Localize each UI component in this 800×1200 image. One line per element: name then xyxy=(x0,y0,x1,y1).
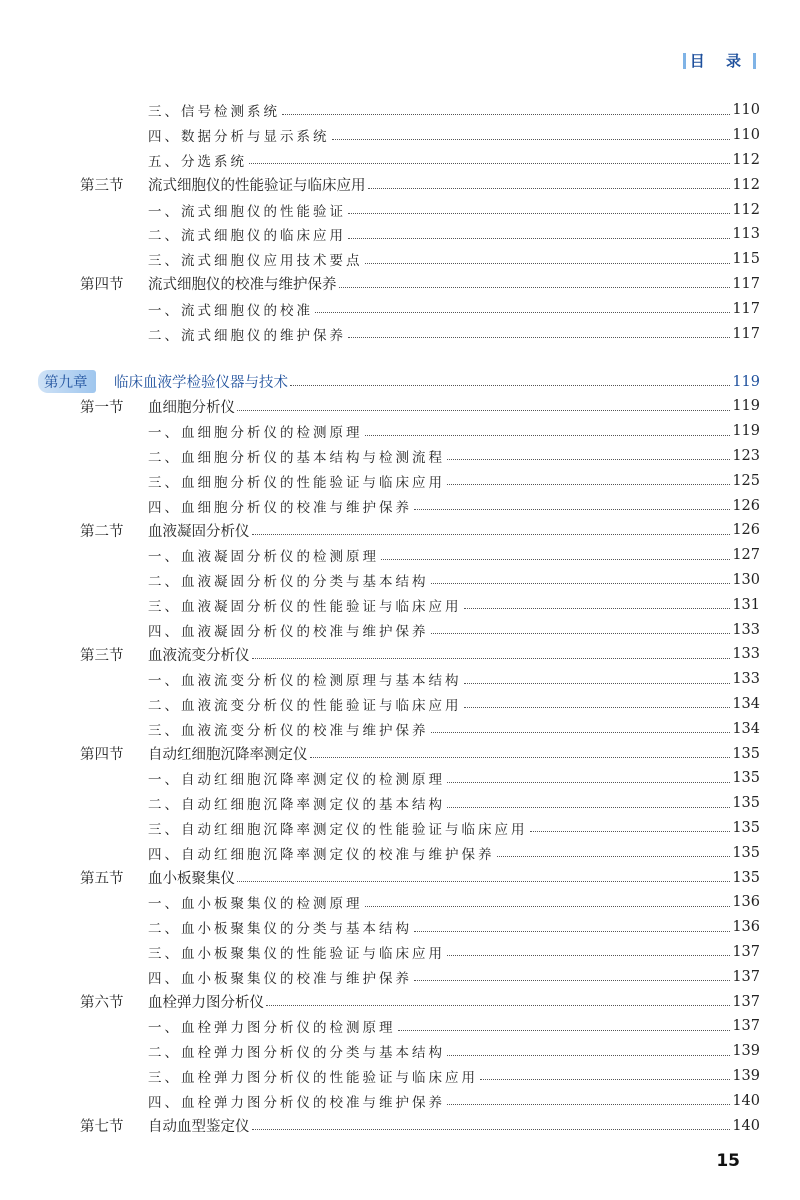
dot-leader xyxy=(464,608,731,609)
section-label: 第四节 xyxy=(80,747,124,764)
entry-page: 133 xyxy=(732,671,760,688)
toc-section[interactable] xyxy=(0,741,800,766)
toc-chapter[interactable] xyxy=(0,369,800,394)
entry-line xyxy=(148,496,760,516)
entry-page: 112 xyxy=(732,201,760,218)
toc-subsection[interactable] xyxy=(0,890,800,915)
entry-title: 四、血液凝固分析仪的校准与维护保养 xyxy=(148,623,429,640)
toc-subsection[interactable] xyxy=(0,543,800,568)
toc-subsection[interactable] xyxy=(0,296,800,321)
entry-page: 137 xyxy=(732,993,760,1010)
entry-title: 一、血细胞分析仪的检测原理 xyxy=(148,425,363,442)
entry-line xyxy=(148,1091,760,1111)
dot-leader xyxy=(332,139,731,140)
entry-title: 二、流式细胞仪的临床应用 xyxy=(148,228,346,245)
dot-leader xyxy=(315,312,730,313)
dot-leader xyxy=(431,583,731,584)
entry-title: 三、血栓弹力图分析仪的性能验证与临床应用 xyxy=(148,1069,478,1086)
entry-line xyxy=(148,867,760,888)
entry-page: 134 xyxy=(732,720,760,737)
entry-line xyxy=(148,843,760,863)
entry-line xyxy=(148,669,760,689)
entry-line xyxy=(148,1016,760,1036)
entry-line xyxy=(114,371,760,392)
entry-title: 血小板聚集仪 xyxy=(148,871,235,888)
dot-leader xyxy=(348,337,730,338)
entry-page: 137 xyxy=(732,1018,760,1035)
entry-page: 113 xyxy=(732,226,760,243)
entry-title: 四、自动红细胞沉降率测定仪的校准与维护保养 xyxy=(148,846,495,863)
page-number: 15 xyxy=(716,1151,740,1171)
dot-leader xyxy=(249,163,730,164)
toc-section[interactable] xyxy=(0,865,800,890)
entry-line xyxy=(148,200,760,220)
dot-leader xyxy=(290,385,730,386)
toc-subsection[interactable] xyxy=(0,247,800,272)
entry-page: 110 xyxy=(732,102,760,119)
entry-line xyxy=(148,743,760,764)
toc-subsection[interactable] xyxy=(0,1064,800,1089)
entry-line xyxy=(148,793,760,813)
toc-subsection[interactable] xyxy=(0,964,800,989)
dot-leader xyxy=(252,1129,731,1130)
toc-subsection[interactable] xyxy=(0,568,800,593)
entry-page: 126 xyxy=(732,522,760,539)
entry-line xyxy=(148,174,760,195)
entry-line xyxy=(148,324,760,344)
section-label: 第二节 xyxy=(80,523,124,540)
dot-leader xyxy=(365,906,731,907)
entry-line xyxy=(148,694,760,714)
entry-page: 125 xyxy=(732,472,760,489)
entry-title: 血栓弹力图分析仪 xyxy=(148,995,264,1012)
entry-page: 134 xyxy=(732,695,760,712)
entry-page: 137 xyxy=(732,943,760,960)
dot-leader xyxy=(398,1030,731,1031)
dot-leader xyxy=(480,1079,730,1080)
dot-leader xyxy=(237,881,730,882)
entry-page: 130 xyxy=(732,571,760,588)
dot-leader xyxy=(414,931,730,932)
entry-page: 139 xyxy=(732,1043,760,1060)
entry-page: 135 xyxy=(732,745,760,762)
entry-title: 自动红细胞沉降率测定仪 xyxy=(148,747,308,764)
toc-subsection[interactable] xyxy=(0,617,800,642)
entry-line xyxy=(148,1066,760,1086)
entry-line xyxy=(148,471,760,491)
entry-title: 一、血液凝固分析仪的检测原理 xyxy=(148,549,379,566)
entry-line xyxy=(148,620,760,640)
entry-line xyxy=(148,249,760,269)
toc-subsection[interactable] xyxy=(0,148,800,173)
entry-page: 119 xyxy=(732,398,760,415)
entry-line xyxy=(148,892,760,912)
entry-title: 二、自动红细胞沉降率测定仪的基本结构 xyxy=(148,797,445,814)
entry-title: 临床血液学检验仪器与技术 xyxy=(114,375,288,392)
toc-section[interactable] xyxy=(0,272,800,297)
entry-page: 123 xyxy=(732,447,760,464)
dot-leader xyxy=(447,782,730,783)
toc-subsection[interactable] xyxy=(0,493,800,518)
entry-title: 二、流式细胞仪的维护保养 xyxy=(148,327,346,344)
toc-subsection[interactable] xyxy=(0,1014,800,1039)
dot-leader xyxy=(252,534,731,535)
dot-leader xyxy=(447,955,730,956)
section-label: 第四节 xyxy=(80,277,124,294)
entry-page: 140 xyxy=(732,1092,760,1109)
entry-line xyxy=(148,396,760,417)
entry-page: 135 xyxy=(732,770,760,787)
entry-page: 139 xyxy=(732,1067,760,1084)
entry-page: 117 xyxy=(732,325,760,342)
toc-subsection[interactable] xyxy=(0,766,800,791)
section-label: 第三节 xyxy=(80,647,124,664)
entry-title: 四、血细胞分析仪的校准与维护保养 xyxy=(148,499,412,516)
entry-title: 三、自动红细胞沉降率测定仪的性能验证与临床应用 xyxy=(148,821,528,838)
entry-title: 二、血液凝固分析仪的分类与基本结构 xyxy=(148,573,429,590)
entry-line xyxy=(148,1041,760,1061)
entry-title: 流式细胞仪的性能验证与临床应用 xyxy=(148,178,366,195)
toc-subsection[interactable] xyxy=(0,222,800,247)
entry-title: 流式细胞仪的校准与维护保养 xyxy=(148,277,337,294)
running-header xyxy=(679,50,760,71)
entry-page: 119 xyxy=(732,423,760,440)
dot-leader xyxy=(237,410,730,411)
entry-page: 117 xyxy=(732,275,760,292)
dot-leader xyxy=(431,732,731,733)
entry-line xyxy=(148,644,760,665)
entry-title: 一、血栓弹力图分析仪的检测原理 xyxy=(148,1020,396,1037)
dot-leader xyxy=(447,1104,730,1105)
dot-leader xyxy=(464,707,731,708)
entry-title: 三、血液凝固分析仪的性能验证与临床应用 xyxy=(148,598,462,615)
dot-leader xyxy=(530,831,731,832)
entry-title: 一、流式细胞仪的性能验证 xyxy=(148,203,346,220)
dot-leader xyxy=(447,484,730,485)
dot-leader xyxy=(497,856,731,857)
entry-line xyxy=(148,595,760,615)
entry-title: 二、血液流变分析仪的性能验证与临床应用 xyxy=(148,697,462,714)
dot-leader xyxy=(310,757,731,758)
entry-page: 135 xyxy=(732,819,760,836)
dot-leader xyxy=(414,509,730,510)
toc-section[interactable] xyxy=(0,642,800,667)
entry-page: 135 xyxy=(732,795,760,812)
entry-title: 四、数据分析与显示系统 xyxy=(148,129,330,146)
entry-line xyxy=(148,446,760,466)
entry-line xyxy=(148,100,760,120)
entry-title: 自动血型鉴定仪 xyxy=(148,1119,250,1136)
toc-subsection[interactable] xyxy=(0,123,800,148)
toc-subsection[interactable] xyxy=(0,840,800,865)
dot-leader xyxy=(282,114,730,115)
toc-subsection[interactable] xyxy=(0,592,800,617)
dot-leader xyxy=(348,213,730,214)
entry-title: 三、血细胞分析仪的性能验证与临床应用 xyxy=(148,474,445,491)
dot-leader xyxy=(252,658,731,659)
dot-leader xyxy=(266,1005,730,1006)
dot-leader xyxy=(414,980,730,981)
entry-line xyxy=(148,1115,760,1136)
entry-title: 四、血小板聚集仪的校准与维护保养 xyxy=(148,970,412,987)
entry-page: 119 xyxy=(732,373,760,390)
dot-leader xyxy=(339,287,731,288)
entry-page: 133 xyxy=(732,646,760,663)
toc-subsection[interactable] xyxy=(0,667,800,692)
toc-section[interactable] xyxy=(0,394,800,419)
entry-title: 四、血栓弹力图分析仪的校准与维护保养 xyxy=(148,1094,445,1111)
dot-leader xyxy=(447,1055,730,1056)
dot-leader xyxy=(368,188,731,189)
entry-page: 137 xyxy=(732,968,760,985)
toc-subsection[interactable] xyxy=(0,791,800,816)
toc-subsection[interactable] xyxy=(0,1088,800,1113)
entry-title: 一、自动红细胞沉降率测定仪的检测原理 xyxy=(148,772,445,789)
entry-page: 117 xyxy=(732,300,760,317)
dot-leader xyxy=(365,435,731,436)
entry-line xyxy=(148,421,760,441)
toc-subsection[interactable] xyxy=(0,419,800,444)
entry-line xyxy=(148,942,760,962)
entry-line xyxy=(148,299,760,319)
entry-line xyxy=(148,768,760,788)
toc-section[interactable] xyxy=(0,1113,800,1138)
entry-line xyxy=(148,273,760,294)
entry-title: 一、流式细胞仪的校准 xyxy=(148,302,313,319)
section-label: 第一节 xyxy=(80,399,124,416)
entry-line xyxy=(148,570,760,590)
toc-subsection[interactable] xyxy=(0,716,800,741)
entry-page: 131 xyxy=(732,596,760,613)
toc-subsection[interactable] xyxy=(0,98,800,123)
entry-title: 血液流变分析仪 xyxy=(148,647,250,664)
toc-subsection[interactable] xyxy=(0,444,800,469)
entry-title: 二、血细胞分析仪的基本结构与检测流程 xyxy=(148,449,445,466)
entry-title: 一、血液流变分析仪的检测原理与基本结构 xyxy=(148,673,462,690)
entry-title: 五、分选系统 xyxy=(148,153,247,170)
entry-line xyxy=(148,917,760,937)
entry-title: 三、血液流变分析仪的校准与维护保养 xyxy=(148,722,429,739)
entry-title: 三、流式细胞仪应用技术要点 xyxy=(148,253,363,270)
toc-subsection[interactable] xyxy=(0,197,800,222)
entry-page: 115 xyxy=(732,251,760,268)
entry-title: 血细胞分析仪 xyxy=(148,399,235,416)
dot-leader xyxy=(348,238,730,239)
dot-leader xyxy=(447,459,730,460)
section-label: 第三节 xyxy=(80,178,124,195)
entry-page: 136 xyxy=(732,919,760,936)
entry-line xyxy=(148,967,760,987)
header-bar-right xyxy=(753,53,756,69)
entry-line xyxy=(148,520,760,541)
toc-subsection[interactable] xyxy=(0,940,800,965)
entry-page: 110 xyxy=(732,127,760,144)
entry-page: 140 xyxy=(732,1117,760,1134)
dot-leader xyxy=(381,559,730,560)
entry-line xyxy=(148,991,760,1012)
toc-subsection[interactable] xyxy=(0,816,800,841)
entry-page: 127 xyxy=(732,547,760,564)
entry-title: 三、血小板聚集仪的性能验证与临床应用 xyxy=(148,945,445,962)
toc-section[interactable] xyxy=(0,518,800,543)
header-bar-left xyxy=(683,53,686,69)
entry-page: 136 xyxy=(732,894,760,911)
entry-title: 三、信号检测系统 xyxy=(148,104,280,121)
toc-subsection[interactable] xyxy=(0,692,800,717)
toc-section[interactable] xyxy=(0,989,800,1014)
entry-title: 一、血小板聚集仪的检测原理 xyxy=(148,896,363,913)
entry-line xyxy=(148,545,760,565)
dot-leader xyxy=(431,633,731,634)
header-title: 目 录 xyxy=(689,52,749,70)
entry-title: 血液凝固分析仪 xyxy=(148,523,250,540)
entry-title: 二、血小板聚集仪的分类与基本结构 xyxy=(148,921,412,938)
toc-subsection[interactable] xyxy=(0,321,800,346)
section-label: 第七节 xyxy=(80,1119,124,1136)
toc-subsection[interactable] xyxy=(0,1039,800,1064)
entry-title: 二、血栓弹力图分析仪的分类与基本结构 xyxy=(148,1045,445,1062)
entry-line xyxy=(148,224,760,244)
toc-subsection[interactable] xyxy=(0,915,800,940)
entry-line xyxy=(148,818,760,838)
dot-leader xyxy=(365,263,731,264)
entry-page: 112 xyxy=(732,176,760,193)
toc-section[interactable] xyxy=(0,172,800,197)
chapter-label: 第九章 xyxy=(38,370,96,393)
entry-page: 126 xyxy=(732,497,760,514)
entry-page: 135 xyxy=(732,844,760,861)
section-label: 第五节 xyxy=(80,871,124,888)
entry-page: 135 xyxy=(732,869,760,886)
entry-line xyxy=(148,125,760,145)
entry-line xyxy=(148,719,760,739)
entry-line xyxy=(148,150,760,170)
dot-leader xyxy=(447,807,730,808)
entry-page: 133 xyxy=(732,621,760,638)
toc-subsection[interactable] xyxy=(0,468,800,493)
dot-leader xyxy=(464,683,731,684)
entry-page: 112 xyxy=(732,151,760,168)
section-label: 第六节 xyxy=(80,995,124,1012)
